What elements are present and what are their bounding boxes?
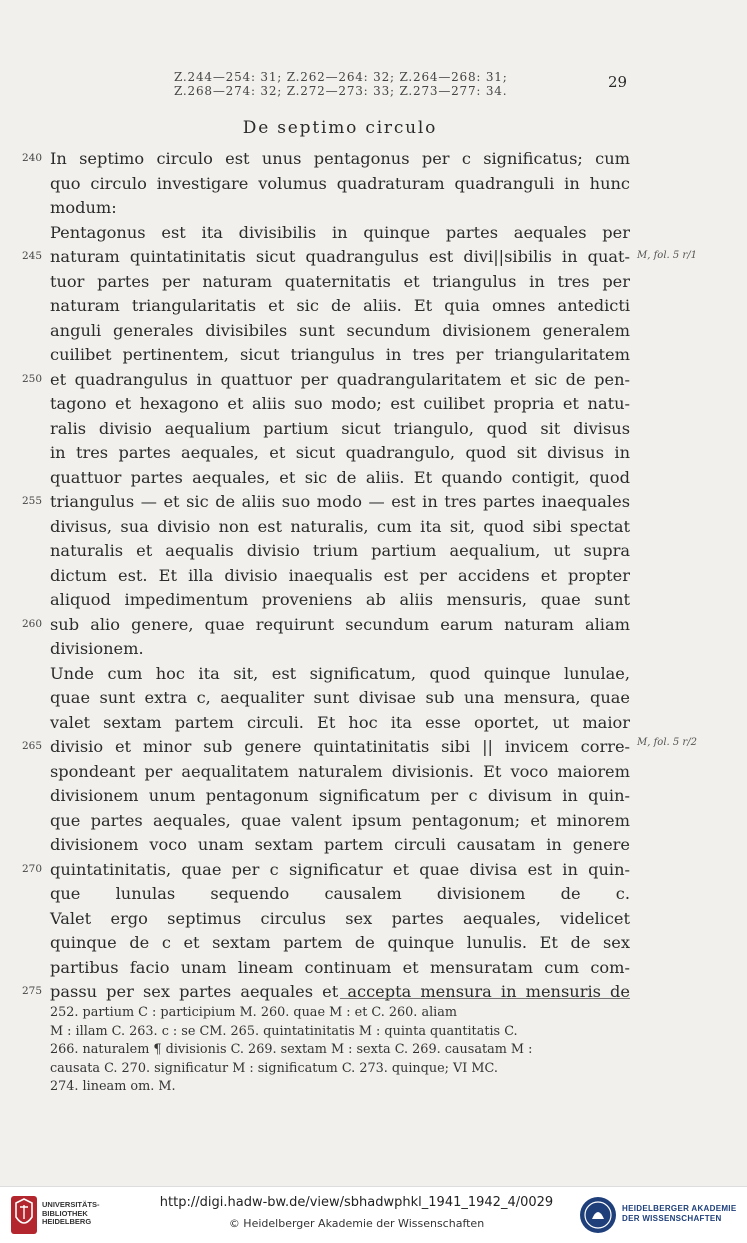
text-line: anguli generales divisibiles sunt secundum divisionem generalem [50,320,630,340]
text-line: partibus facio unam lineam continuam et mensuratam cum com- [50,957,630,977]
text-line: que lunulas sequendo causalem divisionem de c. [50,884,630,903]
text-line: quattuor partes aequales, et sic de aliis. Et quando contigit, quod [50,467,630,487]
footnote-line: 252. partium C : participium M. 260. quae M : et C. 260. aliam [50,1005,458,1020]
text-line: naturam triangularitatis et sic de aliis. Et quia omnes antedicti [50,296,630,315]
text-line: valet sextam partem circuli. Et hoc ita esse oportet, ut maior [50,712,630,732]
viewer-footer [0,1186,747,1243]
text-line: Valet ergo septimus circulus sex partes aequales, videlicet [50,908,630,928]
page-number: 29 [608,73,628,91]
line-number: 245 [22,250,43,262]
text-line: tuor partes per naturam quaternitatis et triangulus in tres per [50,271,630,291]
line-number: 255 [22,495,43,507]
text-line: modum: [50,198,117,217]
text-line: tagono et hexagono et aliis suo modo; est cuilibet propria et natu- [50,394,630,413]
text-line: triangulus — et sic de aliis suo modo — est in tres partes inaequales [50,492,630,511]
text-line: in tres partes aequales, et sicut quadrangulo, quod sit divisus in [50,443,630,462]
line-number: 275 [22,985,43,997]
footnote-line: causata C. 270. significatur M : significatum C. 273. quinque; VI MC. [50,1060,498,1076]
text-line: passu per sex partes aequales et accepta mensura in mensuris de [50,982,630,1001]
academy-label: HEIDELBERGER AKADEMIE DER WISSENSCHAFTEN [622,1204,737,1223]
line-number: 260 [22,617,43,630]
line-number: 240 [22,152,43,164]
text-line: quintatinitatis, quae per c significatur et quae divisa est in quin- [50,859,630,879]
text-line: divisio et minor sub genere quintatinitatis sibi || invicem corre- [50,737,630,756]
line-number: 265 [22,740,43,752]
footnote-line: 266. naturalem ¶ divisionis C. 269. sextam M : sexta C. 269. causatam M : [50,1042,533,1057]
text-line: divisionem unum pentagonum significatum per c divisum in quin- [50,786,630,805]
text-line: divisionem. [50,639,144,658]
text-line: aliquod impedimentum proveniens ab aliis mensuris, quae sunt [50,590,630,609]
header-refs-line-2: Z.268—274: 32; Z.272—273: 33; Z.273—277: 34. [174,84,508,98]
text-line: naturam quintatinitatis sicut quadrangulus est divi||sibilis in quat- [50,247,630,266]
text-line: divisionem voco unam sextam partem circuli causatam in genere [50,835,630,854]
text-line: dictum est. Et illa divisio inaequalis est per accidens et propter [50,565,630,585]
university-library-label: UNIVERSITÄTS- BIBLIOTHEK HEIDELBERG [42,1200,100,1226]
text-line: quae sunt extra c, aequaliter sunt divisae sub una mensura, quae [50,688,630,707]
university-seal-icon [10,1195,38,1235]
text-line: sub alio genere, quae requirunt secundum earum naturam aliam [50,614,630,634]
text-line: ralis divisio aequalium partium sicut triangulo, quod sit divisus [50,418,630,438]
source-url-link[interactable]: http://digi.hadw-bw.de/view/sbhadwphkl_1941_1942_4/0029 [159,1195,554,1210]
text-line: et quadrangulus in quattuor per quadrangularitatem et sic de pen- [50,369,630,389]
header-refs-line-1: Z.244—254: 31; Z.262—264: 32; Z.264—268: 31; [174,70,508,84]
line-number: 270 [22,862,43,875]
text-line: spondeant per aequalitatem naturalem divisionis. Et voco maiorem [50,761,630,781]
text-line: quo circulo investigare volumus quadraturam quadranguli in hunc [50,173,630,193]
academy-seal-icon [578,1195,618,1235]
margin-note: M, fol. 5 r/1 [637,250,697,261]
line-number: 250 [22,372,43,385]
footnote-rule [340,998,630,999]
section-title: De septimo circulo [242,118,438,138]
text-line: In septimo circulo est unus pentagonus per c significatus; cum [50,149,630,168]
text-line: que partes aequales, quae valent ipsum pentagonum; et minorem [50,810,630,830]
text-line: Pentagonus est ita divisibilis in quinque partes aequales per [50,222,630,242]
running-header-refs [174,70,514,98]
footnote-line: M : illam C. 263. c : se CM. 265. quintatinitatis M : quinta quantitatis C. [50,1023,518,1039]
text-line: Unde cum hoc ita sit, est significatum, quod quinque lunulae, [50,663,630,683]
text-line: quinque de c et sextam partem de quinque lunulis. Et de sex [50,933,630,952]
text-line: cuilibet pertinentem, sicut triangulus in tres per triangularitatem [50,345,630,364]
text-line: naturalis et aequalis divisio trium partium aequalium, ut supra [50,541,630,560]
text-line: divisus, sua divisio non est naturalis, cum ita sit, quod sibi spectat [50,516,630,536]
footnote-line: 274. lineam om. M. [50,1079,176,1094]
copyright-notice: © Heidelberger Akademie der Wissenschaften [228,1217,485,1230]
margin-note: M, fol. 5 r/2 [637,737,697,748]
